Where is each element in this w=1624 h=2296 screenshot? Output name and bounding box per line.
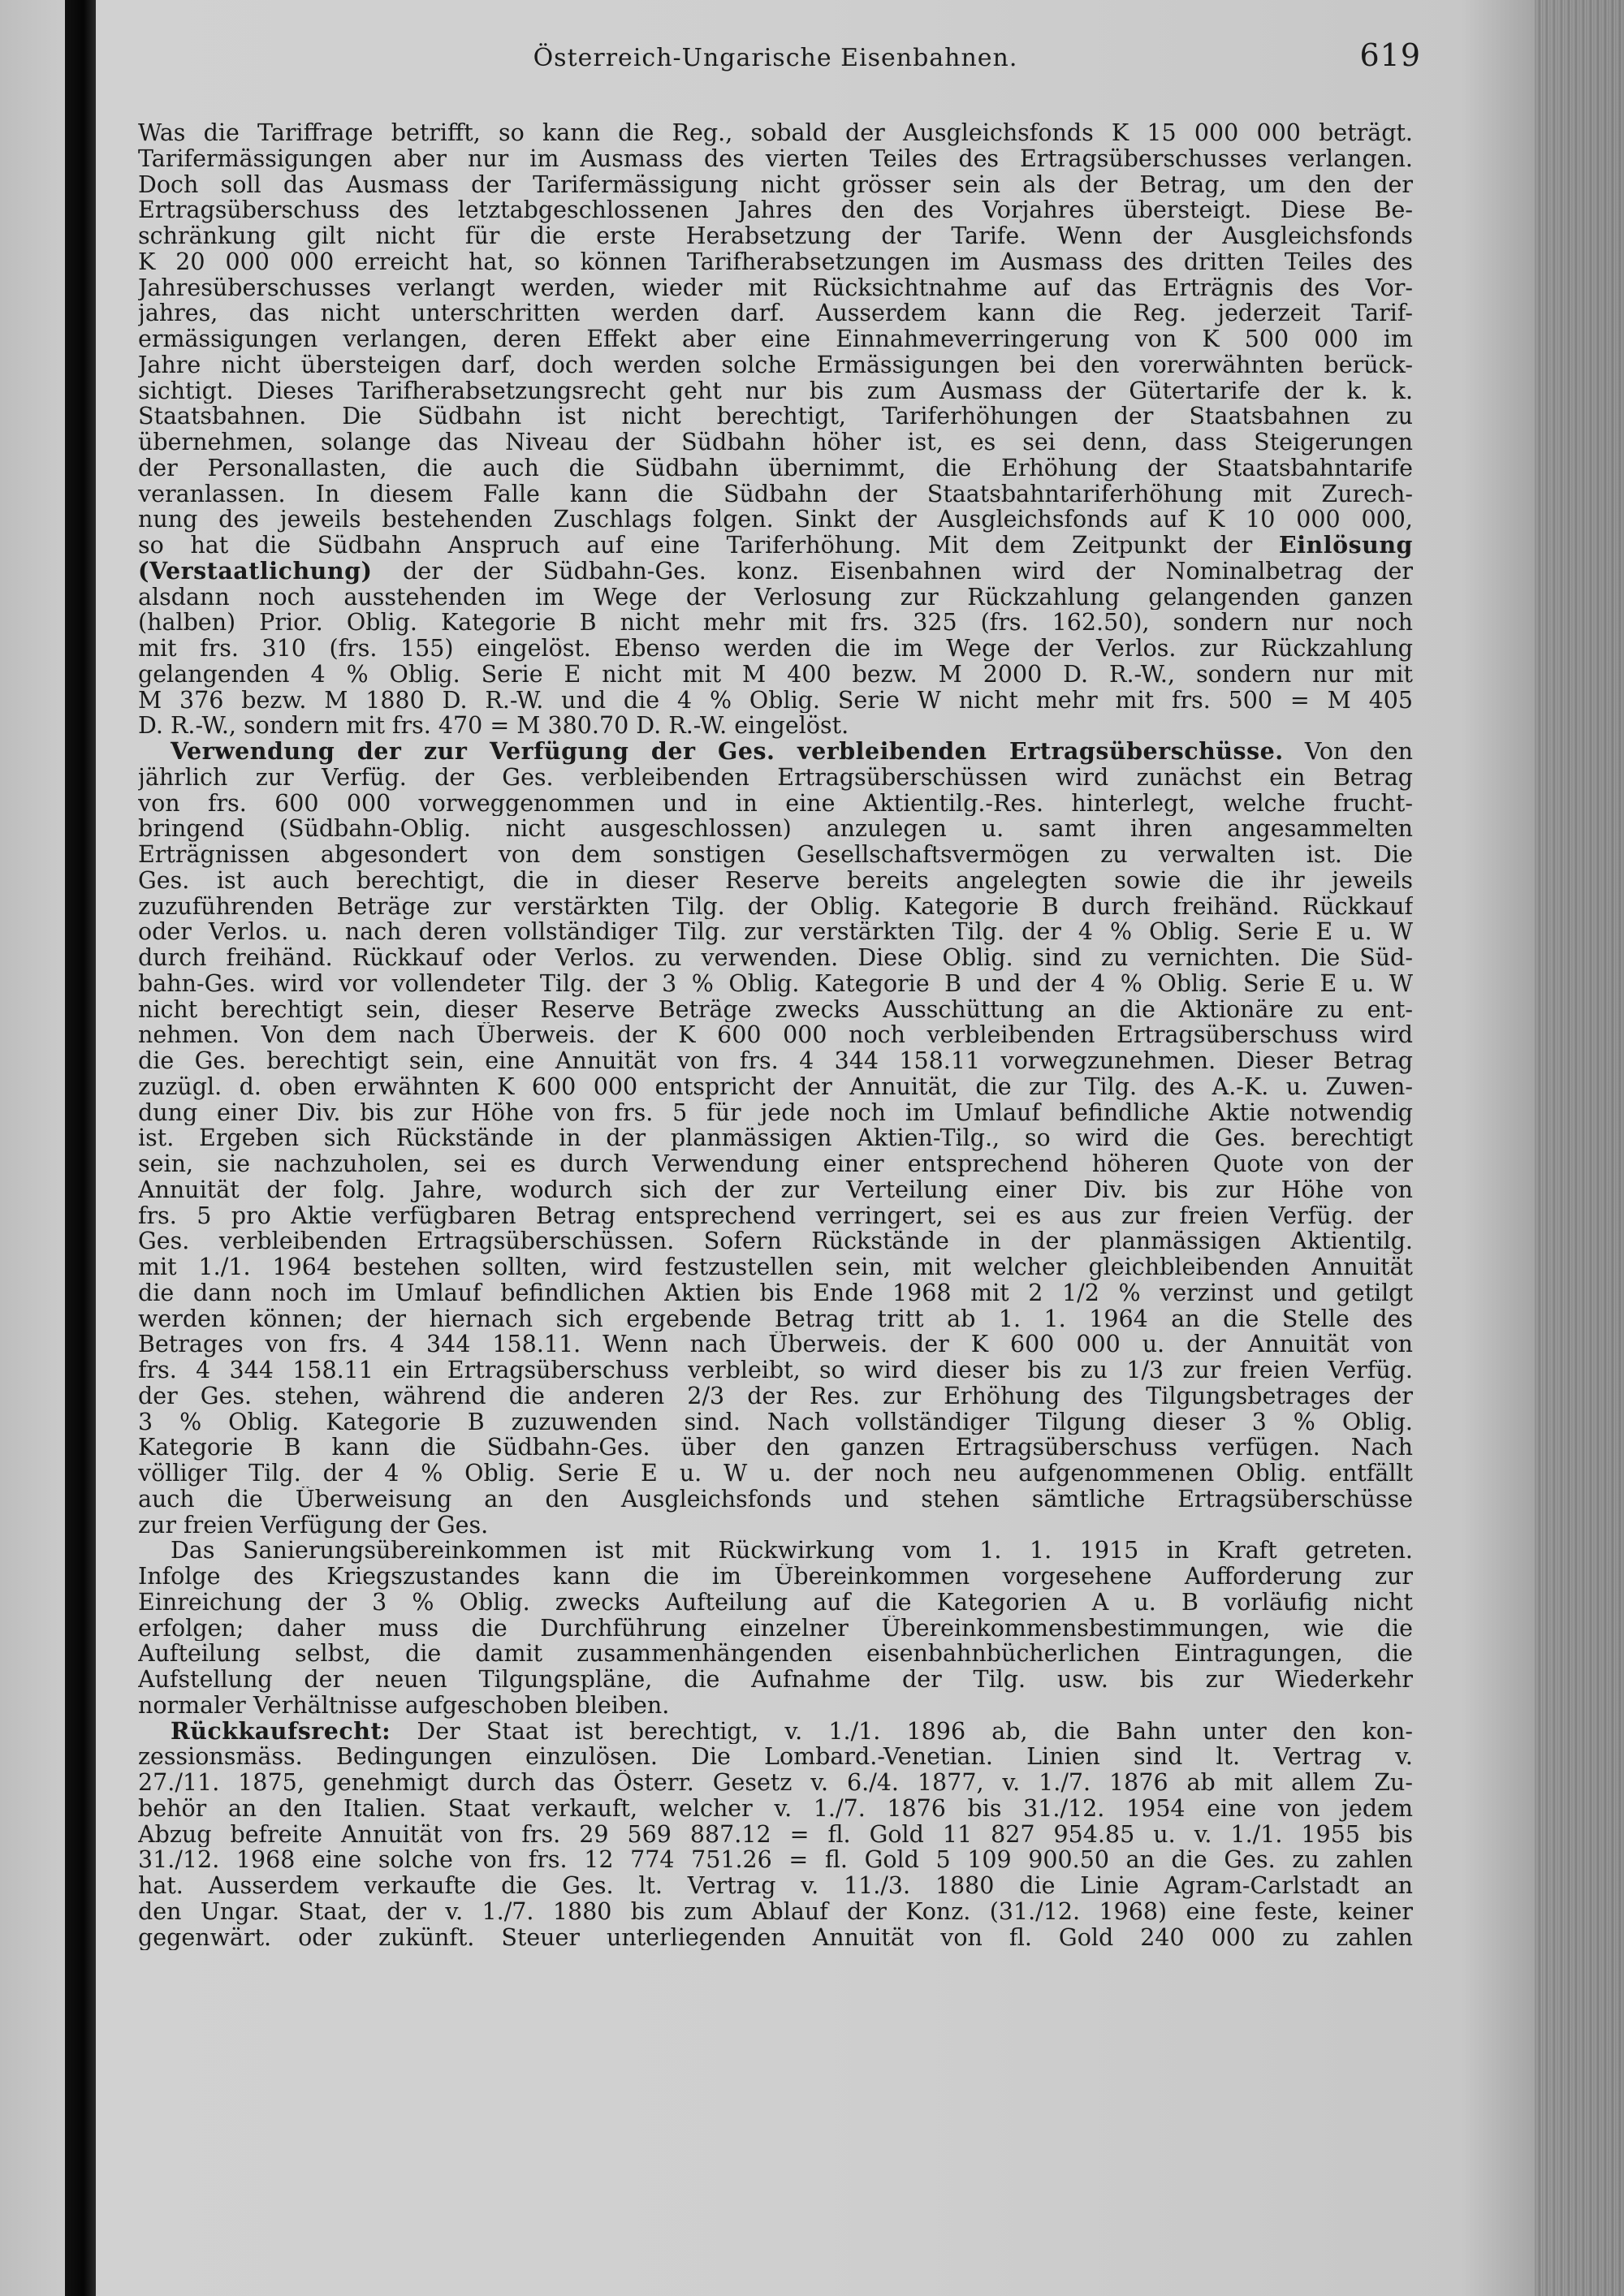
text-line [138, 765, 1413, 791]
margin-fragment [0, 1493, 63, 1519]
text-line [138, 172, 1413, 198]
margin-fragment [0, 2137, 63, 2163]
text-line [138, 1022, 1413, 1048]
text-line [138, 1564, 1413, 1590]
margin-fragment [0, 1391, 63, 1417]
margin-fragment [0, 876, 63, 902]
margin-fragment [0, 1211, 63, 1236]
margin-fragment [0, 1957, 63, 1983]
margin-fragment [0, 593, 63, 619]
line-text: völliger Tilg. der 4 % Oblig. Serie E u. W u. der noch neu aufgenommenen Oblig. entfällt [138, 1461, 1413, 1487]
line-text: durch freihänd. Rückkauf oder Verlos. zu verwenden. Diese Oblig. sind zu vernichten. Die Süd- [138, 945, 1413, 971]
line-text: Der Staat ist berechtigt, v. 1./1. 1896 ab, die Bahn unter den kon- [391, 1718, 1413, 1745]
line-text: dung einer Div. bis zur Höhe von frs. 5 für jede noch im Umlauf befindliche Aktie notwendig [138, 1099, 1413, 1126]
line-text: Staatsbahnen. Die Südbahn ist nicht berechtigt, Tariferhöhungen der Staatsbahnen zu [138, 404, 1413, 429]
line-text: 31./12. 1968 eine solche von frs. 12 774 751.26 = fl. Gold 5 109 900.50 an die Ges. zu zahlen [138, 1847, 1413, 1873]
line-text: zur freien Verfügung der Ges. [138, 1512, 489, 1539]
margin-fragment [0, 1081, 63, 1107]
margin-fragment [0, 1905, 63, 1931]
margin-fragment [0, 1185, 63, 1211]
text-line [138, 1822, 1413, 1848]
line-text: von frs. 600 000 vorweggenommen und in eine Aktientilg.-Res. hinterlegt, welche frucht- [138, 790, 1413, 817]
text-line [138, 1151, 1413, 1177]
margin-fragment [0, 568, 63, 593]
book-page [138, 32, 1421, 1951]
running-head [138, 32, 1421, 81]
margin-fragment [0, 1236, 63, 1262]
text-line [138, 662, 1413, 688]
margin-fragment [0, 438, 63, 464]
text-line [138, 1435, 1413, 1461]
line-text: Jahre nicht übersteigen darf, doch werden solche Ermässigungen bei den vorerwähnten berück- [138, 352, 1413, 378]
line-text: ermässigungen verlangen, deren Effekt aber eine Einnahmeverringerung von K 500 000 im [138, 326, 1413, 352]
margin-fragment [0, 1854, 63, 1880]
bold-run-in-heading: Einlösung [1278, 533, 1413, 559]
line-text: alsdann noch ausstehenden im Wege der Verlosung zur Rückzahlung gelangenden ganzen [138, 584, 1413, 611]
text-line [138, 1254, 1413, 1280]
text-line [138, 1100, 1413, 1126]
line-text: behör an den Italien. Staat verkauft, welcher v. 1./7. 1876 bis 31./12. 1954 eine von jedem [138, 1795, 1413, 1822]
line-text: (halben) Prior. Oblig. Kategorie B nicht mehr mit frs. 325 (frs. 162.50), sondern nur noch [138, 610, 1413, 636]
text-line [138, 533, 1413, 559]
margin-fragment [0, 927, 63, 953]
text-line [138, 1306, 1413, 1332]
margin-fragment [0, 1545, 63, 1571]
line-text: 27./11. 1875, genehmigt durch das Österr. Gesetz v. 6./4. 1877, v. 1./7. 1876 ab mit allem Zu- [138, 1770, 1413, 1796]
margin-fragment [0, 1030, 63, 1056]
text-line [138, 507, 1413, 533]
running-head-title: Österreich-Ungarische Eisenbahnen. [533, 44, 1018, 72]
line-text: Von den [1283, 739, 1413, 765]
line-text: der Personallasten, die auch die Südbahn übernimmt, die Erhöhung der Staatsbahntarife [138, 455, 1413, 481]
text-line [138, 1847, 1413, 1873]
margin-fragment [0, 1468, 63, 1494]
text-line [138, 1744, 1413, 1770]
margin-fragment [0, 1571, 63, 1597]
text-line [138, 1357, 1413, 1383]
line-text: Ertragsüberschuss des letztabgeschlossenen Jahres den des Vorjahres übersteigt. Diese Be- [138, 197, 1413, 223]
line-text: Aufteilung selbst, die damit zusammenhängenden eisenbahnbücherlichen Eintragungen, die [138, 1641, 1413, 1667]
line-text: Ges. verbleibenden Ertragsüberschüssen. Sofern Rückstände in der planmässigen Aktientilg. [138, 1228, 1413, 1254]
bold-run-in-heading: Rückkaufsrecht: [171, 1718, 391, 1745]
text-line [138, 1074, 1413, 1100]
text-line [138, 1177, 1413, 1203]
text-line [138, 842, 1413, 868]
text-line [138, 713, 1413, 739]
previous-page-margin-strip [0, 0, 63, 2296]
line-text: Jahresüberschusses verlangt werden, wieder mit Rücksichtnahme auf das Erträgnis des Vor- [138, 274, 1413, 301]
margin-fragment [0, 645, 63, 671]
margin-fragment [0, 1983, 63, 2009]
line-text: die Ges. berechtigt sein, eine Annuität von frs. 4 344 158.11 vorwegzunehmen. Dieser Betrag [138, 1048, 1413, 1074]
margin-fragment [0, 258, 63, 284]
margin-fragment [0, 156, 63, 182]
text-line [138, 275, 1413, 301]
margin-fragment [0, 413, 63, 439]
margin-fragment [0, 799, 63, 825]
line-text: K 20 000 000 erreicht hat, so können Tarifherabsetzungen im Ausmass des dritten Teiles des [138, 248, 1413, 275]
margin-fragment [0, 1725, 63, 1751]
margin-fragment [0, 902, 63, 928]
text-line [138, 1770, 1413, 1796]
text-line [138, 559, 1413, 585]
text-line [138, 1228, 1413, 1254]
margin-fragment [0, 130, 63, 156]
text-line [138, 1487, 1413, 1513]
line-text: nicht berechtigt sein, dieser Reserve Beträge zwecks Ausschüttung an die Aktionäre zu ent- [138, 996, 1413, 1023]
margin-fragment [0, 2111, 63, 2137]
margin-fragment [0, 1776, 63, 1802]
margin-fragment [0, 2060, 63, 2086]
line-text: sein, sie nachzuholen, sei es durch Verwendung einer entsprechend höheren Quote von der [138, 1151, 1413, 1177]
line-text: so hat die Südbahn Anspruch auf eine Tariferhöhung. Mit dem Zeitpunkt der [138, 533, 1279, 559]
line-text: auch die Überweisung an den Ausgleichsfonds und stehen sämtliche Ertragsüberschüsse [138, 1486, 1413, 1513]
line-text: bringend (Südbahn-Oblig. nicht ausgeschlossen) anzulegen u. samt ihren angesammelten [138, 816, 1413, 842]
margin-fragment [0, 748, 63, 774]
line-text: erfolgen; daher muss die Durchführung einzelner Übereinkommensbestimmungen, wie die [138, 1615, 1413, 1642]
line-text: Annuität der folg. Jahre, wodurch sich der zur Verteilung einer Div. bis zur Höhe von [138, 1176, 1413, 1203]
line-text: oder Verlos. u. nach deren vollständiger Tilg. zur verstärkten Tilg. der 4 % Oblig. Serie E u. W [138, 919, 1413, 945]
margin-fragment [0, 1107, 63, 1133]
line-text: zuzügl. d. oben erwähnten K 600 000 entspricht der Annuität, die zur Tilg. des A.-K. u. Zuwen- [138, 1073, 1413, 1100]
line-text: werden können; der hiernach sich ergebende Betrag tritt ab 1. 1. 1964 an die Stelle des [138, 1306, 1413, 1332]
margin-fragment [0, 284, 63, 310]
text-line [138, 868, 1413, 894]
text-line [138, 1693, 1413, 1719]
line-text: frs. 5 pro Aktie verfügbaren Betrag entsprechend verringert, sei es aus zur freien Verfüg. der [138, 1202, 1413, 1229]
line-text: zuzuführenden Beträge zur verstärkten Tilg. der Oblig. Kategorie B durch freihänd. Rückkauf [138, 893, 1413, 920]
bold-run-in-heading: Verwendung der zur Verfügung der Ges. verbleibenden Ertragsüberschüsse. [171, 739, 1284, 765]
text-line [138, 1641, 1413, 1667]
margin-fragment [0, 1648, 63, 1674]
margin-fragment [0, 336, 63, 362]
margin-fragment [0, 1314, 63, 1340]
text-line [138, 481, 1413, 507]
line-text: gegenwärt. oder zukünft. Steuer unterliegenden Annuität von fl. Gold 240 000 zu zahlen [138, 1924, 1413, 1951]
line-text: frs. 4 344 158.11 ein Ertragsüberschuss verbleibt, so wird dieser bis zu 1/3 zur freien Verfüg. [138, 1357, 1413, 1383]
margin-fragment [0, 1699, 63, 1725]
margin-fragment [0, 696, 63, 722]
margin-fragment [0, 1159, 63, 1185]
margin-fragment [0, 1622, 63, 1648]
text-line [138, 1125, 1413, 1151]
text-line [138, 791, 1413, 817]
line-text: bahn-Ges. wird vor vollendeter Tilg. der 3 % Oblig. Kategorie B und der 4 % Oblig. Serie E u. W [138, 970, 1413, 997]
margin-fragment [0, 464, 63, 490]
margin-fragment [0, 979, 63, 1005]
text-line [138, 146, 1413, 172]
body-text [138, 120, 1413, 1950]
line-text: den Ungar. Staat, der v. 1./7. 1880 bis zum Ablauf der Konz. (31./12. 1968) eine feste, keiner [138, 1898, 1413, 1925]
line-text: Doch soll das Ausmass der Tarifermässigung nicht grösser sein als der Betrag, um den der [138, 171, 1413, 198]
text-line [138, 1719, 1413, 1745]
line-text: hat. Ausserdem verkaufte die Ges. lt. Vertrag v. 11./3. 1880 die Linie Agram-Carlstadt an [138, 1873, 1413, 1899]
text-line [138, 1203, 1413, 1229]
text-line [138, 120, 1413, 146]
margin-fragment [0, 1828, 63, 1854]
margin-fragment [0, 1442, 63, 1468]
margin-fragment [0, 1519, 63, 1545]
text-line [138, 1796, 1413, 1822]
text-line [138, 971, 1413, 997]
line-text: Abzug befreite Annuität von frs. 29 569 887.12 = fl. Gold 11 827 954.85 u. v. 1./1. 1955 bis [138, 1821, 1413, 1848]
text-line [138, 610, 1413, 636]
margin-fragment [0, 2008, 63, 2034]
line-text: normaler Verhältnisse aufgeschoben bleiben. [138, 1692, 670, 1719]
margin-fragment [0, 2085, 63, 2111]
line-text: Was die Tariffrage betrifft, so kann die Reg., sobald der Ausgleichsfonds K 15 000 000 beträgt. [138, 120, 1413, 146]
line-text: Kategorie B kann die Südbahn-Ges. über den ganzen Ertragsüberschuss verfügen. Nach [138, 1435, 1413, 1461]
margin-fragment [0, 1880, 63, 1905]
text-line [138, 1538, 1413, 1564]
text-line [138, 688, 1413, 714]
text-line [138, 1667, 1413, 1693]
text-line [138, 816, 1413, 842]
text-line [138, 455, 1413, 481]
margin-fragment [0, 310, 63, 336]
bold-run-in-heading: (Verstaatlichung) [138, 558, 373, 585]
margin-fragment [0, 850, 63, 876]
text-line [138, 1616, 1413, 1642]
line-text: Betrages von frs. 4 344 158.11. Wenn nach Überweis. der K 600 000 u. der Annuität von [138, 1331, 1413, 1357]
text-line [138, 945, 1413, 971]
line-text: jahres, das nicht unterschritten werden darf. Ausserdem kann die Reg. jederzeit Tarif- [138, 300, 1413, 326]
margin-fragment [0, 207, 63, 233]
line-text: veranlassen. In diesem Falle kann die Südbahn der Staatsbahntariferhöhung mit Zurech- [138, 481, 1413, 507]
book-gutter-shadow [65, 0, 96, 2296]
page-edge-stack [1535, 0, 1624, 2296]
text-line [138, 636, 1413, 662]
line-text: die dann noch im Umlauf befindlichen Aktien bis Ende 1968 mit 2 1/2 % verzinst und getilgt [138, 1280, 1413, 1306]
margin-fragment [0, 953, 63, 979]
line-text: ist. Ergeben sich Rückstände in der planmässigen Aktien-Tilg., so wird die Ges. berechtigt [138, 1125, 1413, 1151]
margin-fragment [0, 1931, 63, 1957]
margin-fragment [0, 1339, 63, 1365]
line-text: jährlich zur Verfüg. der Ges. verbleibenden Ertragsüberschüssen wird zunächst ein Betrag [138, 764, 1413, 791]
margin-fragment [0, 619, 63, 645]
text-line [138, 378, 1413, 404]
margin-fragment [0, 490, 63, 516]
margin-fragment [0, 1288, 63, 1314]
margin-fragment [0, 2162, 63, 2188]
text-line [138, 223, 1413, 249]
margin-fragment [0, 1673, 63, 1699]
text-line [138, 739, 1413, 765]
text-line [138, 585, 1413, 611]
margin-fragment [0, 542, 63, 568]
text-line [138, 1280, 1413, 1306]
margin-fragment [0, 181, 63, 207]
margin-fragment [0, 1596, 63, 1622]
margin-fragment [0, 361, 63, 387]
text-line [138, 326, 1413, 352]
text-line [138, 1383, 1413, 1409]
line-text: M 376 bezw. M 1880 D. R.-W. und die 4 % Oblig. Serie W nicht mehr mit frs. 500 = M 405 [138, 687, 1413, 714]
line-text: Infolge des Kriegszustandes kann die im Übereinkommen vorgesehene Aufforderung zur [138, 1564, 1413, 1590]
text-line [138, 1331, 1413, 1357]
line-text: übernehmen, solange das Niveau der Südbahn höher ist, es sei denn, dass Steigerungen [138, 429, 1413, 455]
line-text: Einreichung der 3 % Oblig. zwecks Aufteilung auf die Kategorien A u. B vorläufig nicht [138, 1589, 1413, 1616]
line-text: gelangenden 4 % Oblig. Serie E nicht mit M 400 bezw. M 2000 D. R.-W., sondern nur mit [138, 661, 1413, 688]
margin-fragment [0, 825, 63, 851]
text-line [138, 919, 1413, 945]
line-text: der der Südbahn-Ges. konz. Eisenbahnen wird der Nominalbetrag der [372, 558, 1413, 585]
text-line [138, 1590, 1413, 1616]
text-line [138, 1513, 1413, 1539]
text-line [138, 1925, 1413, 1951]
line-text: Ges. ist auch berechtigt, die in dieser Reserve bereits angelegten sowie die ihr jeweils [138, 867, 1413, 894]
text-line [138, 197, 1413, 223]
margin-fragment [0, 2034, 63, 2060]
line-text: D. R.-W., sondern mit frs. 470 = M 380.70 D. R.-W. eingelöst. [138, 713, 849, 739]
line-text: sichtigt. Dieses Tarifherabsetzungsrecht geht nur bis zum Ausmass der Gütertarife der k. k. [138, 378, 1413, 404]
line-text: nehmen. Von dem nach Überweis. der K 600 000 noch verbleibenden Ertragsüberschuss wird [138, 1022, 1413, 1048]
text-line [138, 1873, 1413, 1899]
margin-fragment [0, 1802, 63, 1828]
margin-fragment [0, 1056, 63, 1082]
margin-fragment [0, 1262, 63, 1288]
margin-fragment [0, 722, 63, 748]
line-text: Erträgnissen abgesondert von dem sonstigen Gesellschaftsvermögen zu verwalten ist. Die [138, 842, 1413, 868]
line-text: der Ges. stehen, während die anderen 2/3 der Res. zur Erhöhung des Tilgungsbetrages der [138, 1383, 1413, 1409]
text-line [138, 352, 1413, 378]
margin-fragment [0, 773, 63, 799]
text-line [138, 1409, 1413, 1435]
text-line [138, 1048, 1413, 1074]
margin-fragment [0, 1416, 63, 1442]
text-line [138, 997, 1413, 1023]
line-text: mit frs. 310 (frs. 155) eingelöst. Ebenso werden die im Wege der Verlos. zur Rückzahlung [138, 636, 1413, 662]
margin-fragment [0, 1365, 63, 1391]
line-text: 3 % Oblig. Kategorie B zuzuwenden sind. Nach vollständiger Tilgung dieser 3 % Oblig. [138, 1409, 1413, 1435]
text-line [138, 894, 1413, 920]
text-line [138, 300, 1413, 326]
margin-fragment [0, 233, 63, 259]
margin-fragment [0, 1133, 63, 1159]
text-line [138, 1461, 1413, 1487]
line-text: schränkung gilt nicht für die erste Herabsetzung der Tarife. Wenn der Ausgleichsfonds [138, 223, 1413, 249]
line-text: nung des jeweils bestehenden Zuschlags folgen. Sinkt der Ausgleichsfonds auf K 10 000 000, [138, 507, 1413, 533]
line-text: mit 1./1. 1964 bestehen sollten, wird festzustellen sein, mit welcher gleichbleibenden Annuität [138, 1254, 1413, 1280]
line-text: Das Sanierungsübereinkommen ist mit Rückwirkung vom 1. 1. 1915 in Kraft getreten. [171, 1538, 1413, 1564]
margin-fragment [0, 516, 63, 542]
text-line [138, 249, 1413, 275]
text-line [138, 1899, 1413, 1925]
margin-fragment [0, 1004, 63, 1030]
margin-fragment [0, 1750, 63, 1776]
line-text: Tarifermässigungen aber nur im Ausmass des vierten Teiles des Ertragsüberschusses verlangen. [138, 145, 1413, 172]
text-line [138, 404, 1413, 429]
margin-fragment [0, 670, 63, 696]
page-number: 619 [1359, 37, 1421, 73]
line-text: Aufstellung der neuen Tilgungspläne, die Aufnahme der Tilg. usw. bis zur Wiederkehr [138, 1667, 1413, 1693]
line-text: zessionsmäss. Bedingungen einzulösen. Die Lombard.-Venetian. Linien sind lt. Vertrag v. [138, 1744, 1413, 1770]
margin-fragment [0, 387, 63, 413]
text-line [138, 429, 1413, 455]
